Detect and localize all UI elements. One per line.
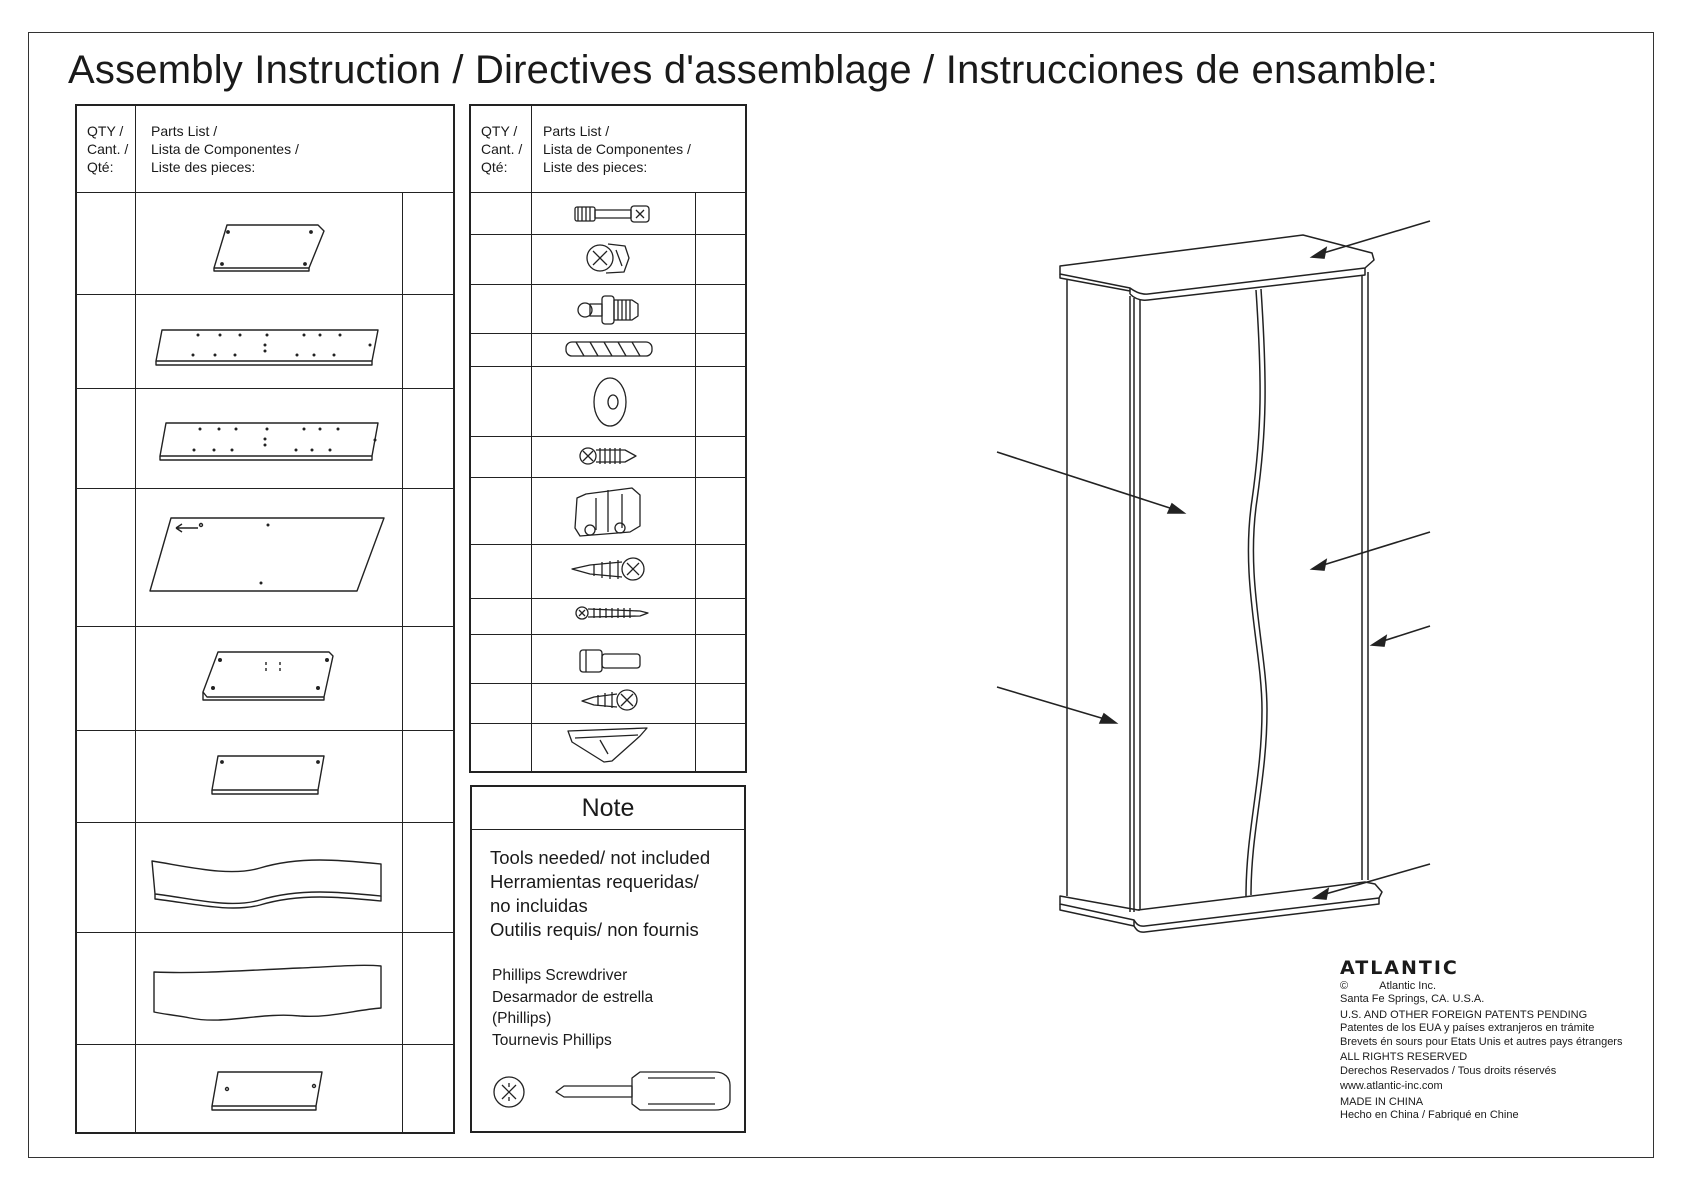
rights-line: ALL RIGHTS RESERVED	[1340, 1051, 1468, 1063]
page-title: Assembly Instruction / Directives d'assemblage / Instrucciones de ensamble:	[68, 48, 1438, 92]
patents-line: Brevets én sours pour Etats Unis et autres pays étrangers	[1340, 1035, 1623, 1048]
location-text: Santa Fe Springs, CA. U.S.A.	[1340, 993, 1485, 1005]
website-link[interactable]: www.atlantic-inc.com	[1340, 1080, 1443, 1092]
parts-list-header: Parts List / Lista de Componentes / Liste des pieces:	[151, 123, 299, 175]
tool-list: Phillips Screwdriver Desarmador de estrella (Phillips) Tournevis Phillips	[492, 967, 654, 1049]
callout-arrow	[1372, 626, 1430, 646]
callout-arrow	[1314, 864, 1430, 899]
made-in-line: MADE IN CHINA	[1340, 1095, 1424, 1108]
brand-info	[1340, 957, 1623, 1123]
patents-line: Patentes de los EUA y países extranjeros en trámite	[1340, 1022, 1595, 1034]
parts-list-header: Parts List / Lista de Componentes / Liste des pieces:	[543, 123, 691, 175]
made-in-line: Hecho en China / Fabriqué en Chine	[1340, 1109, 1519, 1121]
qty-header: QTY / Cant. / Qté:	[87, 123, 129, 175]
patents-line: U.S. AND OTHER FOREIGN PATENTS PENDING	[1340, 1008, 1588, 1021]
qty-header: QTY / Cant. / Qté:	[481, 123, 523, 175]
copyright-line: © Atlantic Inc.	[1340, 979, 1437, 992]
callout-arrow	[997, 687, 1116, 723]
callout-arrow	[997, 452, 1184, 513]
tools-needed-text: Tools needed/ not included Herramientas requeridas/ no incluidas Outilis requis/ non fournis	[490, 847, 711, 940]
atlantic-logo: ATLANTIC	[1340, 957, 1459, 979]
callout-arrow	[1312, 532, 1430, 570]
rights-line: Derechos Reservados / Tous droits réservés	[1340, 1064, 1557, 1077]
note-title: Note	[472, 787, 744, 830]
